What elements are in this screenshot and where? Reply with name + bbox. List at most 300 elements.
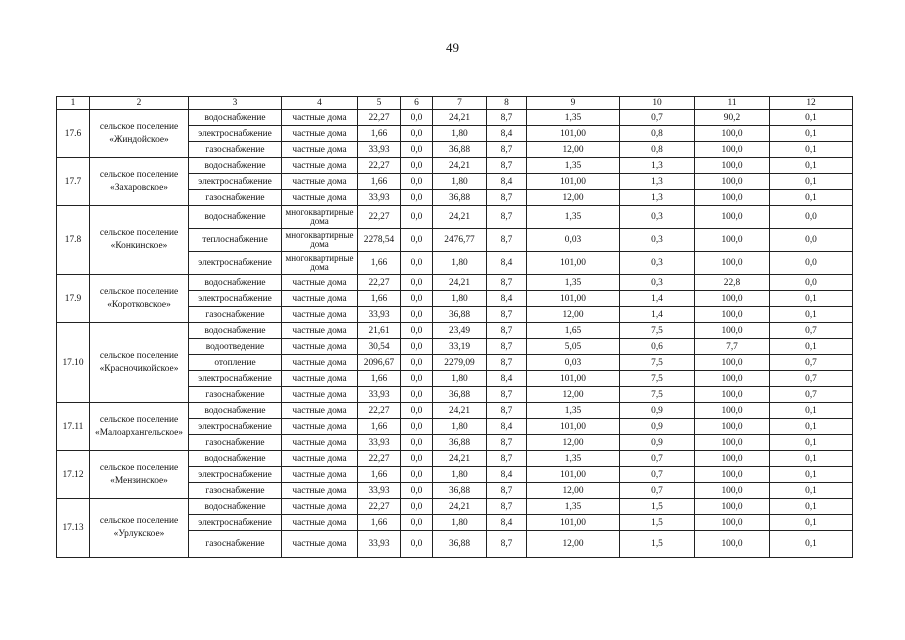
- housing-type-cell: частные дома: [282, 110, 358, 126]
- housing-type-cell: частные дома: [282, 387, 358, 403]
- value-cell-5: 33,93: [358, 483, 401, 499]
- service-cell: газоснабжение: [189, 531, 282, 558]
- value-cell-5: 1,66: [358, 126, 401, 142]
- value-cell-5: 33,93: [358, 142, 401, 158]
- value-cell-12: 0,1: [770, 190, 853, 206]
- service-cell: газоснабжение: [189, 435, 282, 451]
- table-body: [57, 97, 853, 558]
- row-number-cell: 17.13: [57, 499, 90, 558]
- value-cell-8: 8,7: [487, 499, 527, 515]
- value-cell-12: 0,7: [770, 387, 853, 403]
- housing-type-cell: частные дома: [282, 483, 358, 499]
- value-cell-12: 0,1: [770, 403, 853, 419]
- value-cell-6: 0,0: [401, 323, 433, 339]
- value-cell-6: 0,0: [401, 229, 433, 252]
- service-cell: электроснабжение: [189, 371, 282, 387]
- column-header: 8: [487, 97, 527, 110]
- service-cell: газоснабжение: [189, 387, 282, 403]
- column-header: 3: [189, 97, 282, 110]
- service-cell: электроснабжение: [189, 515, 282, 531]
- service-cell: водоотведение: [189, 339, 282, 355]
- value-cell-9: 5,05: [527, 339, 620, 355]
- service-cell: водоснабжение: [189, 206, 282, 229]
- column-header: 10: [620, 97, 695, 110]
- value-cell-10: 0,8: [620, 126, 695, 142]
- column-header: 5: [358, 97, 401, 110]
- value-cell-12: 0,1: [770, 451, 853, 467]
- value-cell-6: 0,0: [401, 483, 433, 499]
- value-cell-5: 33,93: [358, 435, 401, 451]
- value-cell-6: 0,0: [401, 126, 433, 142]
- value-cell-11: 100,0: [695, 126, 770, 142]
- value-cell-10: 1,3: [620, 158, 695, 174]
- service-cell: электроснабжение: [189, 419, 282, 435]
- value-cell-6: 0,0: [401, 515, 433, 531]
- value-cell-9: 1,35: [527, 403, 620, 419]
- value-cell-11: 100,0: [695, 387, 770, 403]
- value-cell-9: 1,35: [527, 206, 620, 229]
- service-cell: электроснабжение: [189, 126, 282, 142]
- value-cell-8: 8,7: [487, 531, 527, 558]
- value-cell-8: 8,4: [487, 467, 527, 483]
- value-cell-12: 0,1: [770, 419, 853, 435]
- value-cell-10: 0,7: [620, 110, 695, 126]
- value-cell-9: 12,00: [527, 190, 620, 206]
- housing-type-cell: частные дома: [282, 355, 358, 371]
- value-cell-10: 7,5: [620, 371, 695, 387]
- value-cell-5: 1,66: [358, 291, 401, 307]
- value-cell-12: 0,1: [770, 174, 853, 190]
- value-cell-7: 1,80: [433, 515, 487, 531]
- value-cell-11: 7,7: [695, 339, 770, 355]
- housing-type-cell: частные дома: [282, 142, 358, 158]
- service-cell: водоснабжение: [189, 499, 282, 515]
- value-cell-11: 100,0: [695, 291, 770, 307]
- value-cell-10: 0,9: [620, 435, 695, 451]
- service-cell: водоснабжение: [189, 110, 282, 126]
- value-cell-7: 24,21: [433, 451, 487, 467]
- value-cell-5: 1,66: [358, 371, 401, 387]
- value-cell-5: 22,27: [358, 275, 401, 291]
- value-cell-10: 1,4: [620, 291, 695, 307]
- value-cell-9: 1,35: [527, 110, 620, 126]
- service-cell: электроснабжение: [189, 291, 282, 307]
- value-cell-8: 8,7: [487, 229, 527, 252]
- housing-type-cell: частные дома: [282, 307, 358, 323]
- value-cell-10: 0,8: [620, 142, 695, 158]
- value-cell-12: 0,0: [770, 229, 853, 252]
- value-cell-5: 33,93: [358, 387, 401, 403]
- row-number-cell: 17.6: [57, 110, 90, 158]
- housing-type-cell: частные дома: [282, 451, 358, 467]
- value-cell-5: 22,27: [358, 499, 401, 515]
- value-cell-8: 8,7: [487, 142, 527, 158]
- value-cell-10: 0,7: [620, 451, 695, 467]
- value-cell-8: 8,7: [487, 387, 527, 403]
- settlement-name-cell: сельское поселение «Жиндойское»: [90, 110, 189, 158]
- housing-type-cell: многоквартирные дома: [282, 206, 358, 229]
- value-cell-9: 1,35: [527, 451, 620, 467]
- value-cell-6: 0,0: [401, 403, 433, 419]
- table-row: [57, 403, 853, 419]
- value-cell-9: 101,00: [527, 174, 620, 190]
- row-number-cell: 17.11: [57, 403, 90, 451]
- row-number-cell: 17.9: [57, 275, 90, 323]
- value-cell-8: 8,4: [487, 291, 527, 307]
- value-cell-8: 8,4: [487, 419, 527, 435]
- value-cell-6: 0,0: [401, 275, 433, 291]
- value-cell-5: 33,93: [358, 307, 401, 323]
- housing-type-cell: частные дома: [282, 275, 358, 291]
- value-cell-7: 24,21: [433, 110, 487, 126]
- value-cell-9: 1,35: [527, 499, 620, 515]
- value-cell-9: 1,35: [527, 275, 620, 291]
- value-cell-8: 8,7: [487, 403, 527, 419]
- value-cell-8: 8,7: [487, 110, 527, 126]
- value-cell-7: 1,80: [433, 252, 487, 275]
- row-number-cell: 17.10: [57, 323, 90, 403]
- value-cell-5: 2096,67: [358, 355, 401, 371]
- value-cell-11: 100,0: [695, 467, 770, 483]
- value-cell-11: 100,0: [695, 190, 770, 206]
- value-cell-8: 8,7: [487, 355, 527, 371]
- value-cell-11: 100,0: [695, 307, 770, 323]
- table-row: [57, 110, 853, 126]
- value-cell-10: 0,3: [620, 229, 695, 252]
- value-cell-8: 8,7: [487, 435, 527, 451]
- value-cell-5: 22,27: [358, 451, 401, 467]
- value-cell-5: 1,66: [358, 174, 401, 190]
- settlement-name-cell: сельское поселение «Мензинское»: [90, 451, 189, 499]
- table-row: [57, 451, 853, 467]
- value-cell-7: 24,21: [433, 158, 487, 174]
- value-cell-7: 23,49: [433, 323, 487, 339]
- value-cell-12: 0,1: [770, 339, 853, 355]
- service-cell: газоснабжение: [189, 142, 282, 158]
- value-cell-6: 0,0: [401, 467, 433, 483]
- value-cell-9: 101,00: [527, 252, 620, 275]
- value-cell-5: 22,27: [358, 110, 401, 126]
- value-cell-9: 12,00: [527, 307, 620, 323]
- value-cell-6: 0,0: [401, 291, 433, 307]
- value-cell-11: 100,0: [695, 323, 770, 339]
- value-cell-5: 33,93: [358, 190, 401, 206]
- row-number-cell: 17.8: [57, 206, 90, 275]
- value-cell-6: 0,0: [401, 387, 433, 403]
- value-cell-10: 0,9: [620, 403, 695, 419]
- value-cell-7: 1,80: [433, 126, 487, 142]
- value-cell-12: 0,1: [770, 499, 853, 515]
- service-cell: водоснабжение: [189, 323, 282, 339]
- header-row: [57, 97, 853, 110]
- value-cell-9: 0,03: [527, 229, 620, 252]
- settlement-name-cell: сельское поселение «Коротковское»: [90, 275, 189, 323]
- value-cell-8: 8,7: [487, 323, 527, 339]
- housing-type-cell: частные дома: [282, 403, 358, 419]
- value-cell-7: 36,88: [433, 190, 487, 206]
- value-cell-9: 1,35: [527, 158, 620, 174]
- value-cell-7: 2279,09: [433, 355, 487, 371]
- housing-type-cell: частные дома: [282, 158, 358, 174]
- value-cell-6: 0,0: [401, 174, 433, 190]
- value-cell-7: 33,19: [433, 339, 487, 355]
- settlement-name-cell: сельское поселение «Конкинское»: [90, 206, 189, 275]
- value-cell-12: 0,1: [770, 483, 853, 499]
- housing-type-cell: частные дома: [282, 190, 358, 206]
- value-cell-12: 0,0: [770, 206, 853, 229]
- value-cell-8: 8,7: [487, 275, 527, 291]
- value-cell-11: 100,0: [695, 174, 770, 190]
- housing-type-cell: многоквартирные дома: [282, 229, 358, 252]
- table-row: [57, 275, 853, 291]
- value-cell-11: 100,0: [695, 229, 770, 252]
- value-cell-12: 0,1: [770, 126, 853, 142]
- settlement-name-cell: сельское поселение «Урлукское»: [90, 499, 189, 558]
- value-cell-6: 0,0: [401, 339, 433, 355]
- housing-type-cell: частные дома: [282, 531, 358, 558]
- table-row: [57, 323, 853, 339]
- value-cell-6: 0,0: [401, 307, 433, 323]
- value-cell-6: 0,0: [401, 158, 433, 174]
- service-cell: отопление: [189, 355, 282, 371]
- column-header: 6: [401, 97, 433, 110]
- value-cell-11: 100,0: [695, 483, 770, 499]
- value-cell-9: 12,00: [527, 531, 620, 558]
- value-cell-8: 8,7: [487, 206, 527, 229]
- value-cell-6: 0,0: [401, 142, 433, 158]
- value-cell-7: 36,88: [433, 483, 487, 499]
- service-cell: водоснабжение: [189, 275, 282, 291]
- housing-type-cell: частные дома: [282, 419, 358, 435]
- housing-type-cell: частные дома: [282, 323, 358, 339]
- value-cell-10: 0,7: [620, 467, 695, 483]
- value-cell-12: 0,1: [770, 467, 853, 483]
- column-header: 12: [770, 97, 853, 110]
- value-cell-6: 0,0: [401, 419, 433, 435]
- value-cell-12: 0,1: [770, 515, 853, 531]
- value-cell-6: 0,0: [401, 371, 433, 387]
- row-number-cell: 17.7: [57, 158, 90, 206]
- value-cell-5: 22,27: [358, 206, 401, 229]
- value-cell-11: 100,0: [695, 435, 770, 451]
- value-cell-10: 1,5: [620, 515, 695, 531]
- value-cell-11: 100,0: [695, 158, 770, 174]
- value-cell-8: 8,7: [487, 158, 527, 174]
- value-cell-10: 7,5: [620, 387, 695, 403]
- housing-type-cell: частные дома: [282, 174, 358, 190]
- settlement-name-cell: сельское поселение «Красночикойское»: [90, 323, 189, 403]
- value-cell-7: 36,88: [433, 435, 487, 451]
- value-cell-7: 36,88: [433, 387, 487, 403]
- service-cell: электроснабжение: [189, 174, 282, 190]
- value-cell-12: 0,1: [770, 291, 853, 307]
- settlement-name-cell: сельское поселение «Малоархангельское»: [90, 403, 189, 451]
- value-cell-11: 100,0: [695, 355, 770, 371]
- value-cell-11: 90,2: [695, 110, 770, 126]
- housing-type-cell: частные дома: [282, 435, 358, 451]
- value-cell-6: 0,0: [401, 451, 433, 467]
- value-cell-5: 21,61: [358, 323, 401, 339]
- value-cell-11: 100,0: [695, 515, 770, 531]
- value-cell-8: 8,7: [487, 451, 527, 467]
- settlement-name-cell: сельское поселение «Захаровское»: [90, 158, 189, 206]
- value-cell-5: 1,66: [358, 467, 401, 483]
- value-cell-7: 24,21: [433, 206, 487, 229]
- value-cell-9: 0,03: [527, 355, 620, 371]
- value-cell-5: 22,27: [358, 158, 401, 174]
- value-cell-12: 0,0: [770, 252, 853, 275]
- housing-type-cell: частные дома: [282, 515, 358, 531]
- value-cell-11: 100,0: [695, 252, 770, 275]
- value-cell-10: 7,5: [620, 323, 695, 339]
- housing-type-cell: частные дома: [282, 371, 358, 387]
- value-cell-7: 36,88: [433, 531, 487, 558]
- housing-type-cell: частные дома: [282, 339, 358, 355]
- value-cell-5: 1,66: [358, 252, 401, 275]
- value-cell-5: 1,66: [358, 419, 401, 435]
- housing-type-cell: частные дома: [282, 499, 358, 515]
- service-cell: газоснабжение: [189, 190, 282, 206]
- value-cell-5: 33,93: [358, 531, 401, 558]
- service-cell: водоснабжение: [189, 158, 282, 174]
- value-cell-6: 0,0: [401, 206, 433, 229]
- value-cell-5: 1,66: [358, 515, 401, 531]
- value-cell-10: 0,3: [620, 206, 695, 229]
- value-cell-9: 101,00: [527, 126, 620, 142]
- value-cell-12: 0,7: [770, 323, 853, 339]
- value-cell-9: 101,00: [527, 467, 620, 483]
- value-cell-10: 1,5: [620, 531, 695, 558]
- service-cell: водоснабжение: [189, 403, 282, 419]
- value-cell-7: 1,80: [433, 174, 487, 190]
- value-cell-6: 0,0: [401, 252, 433, 275]
- value-cell-7: 24,21: [433, 403, 487, 419]
- value-cell-6: 0,0: [401, 190, 433, 206]
- column-header: 2: [90, 97, 189, 110]
- value-cell-9: 1,65: [527, 323, 620, 339]
- column-header: 7: [433, 97, 487, 110]
- column-header: 1: [57, 97, 90, 110]
- column-header: 9: [527, 97, 620, 110]
- value-cell-10: 0,9: [620, 419, 695, 435]
- value-cell-10: 1,5: [620, 499, 695, 515]
- value-cell-12: 0,0: [770, 275, 853, 291]
- value-cell-7: 36,88: [433, 142, 487, 158]
- value-cell-6: 0,0: [401, 499, 433, 515]
- value-cell-5: 22,27: [358, 403, 401, 419]
- value-cell-10: 0,7: [620, 483, 695, 499]
- value-cell-12: 0,1: [770, 142, 853, 158]
- value-cell-10: 1,3: [620, 174, 695, 190]
- service-cell: газоснабжение: [189, 307, 282, 323]
- value-cell-9: 12,00: [527, 387, 620, 403]
- value-cell-8: 8,4: [487, 252, 527, 275]
- value-cell-6: 0,0: [401, 531, 433, 558]
- housing-type-cell: частные дома: [282, 291, 358, 307]
- table-row: [57, 158, 853, 174]
- value-cell-12: 0,7: [770, 355, 853, 371]
- service-cell: теплоснабжение: [189, 229, 282, 252]
- value-cell-10: 1,3: [620, 190, 695, 206]
- value-cell-11: 100,0: [695, 403, 770, 419]
- value-cell-8: 8,7: [487, 307, 527, 323]
- value-cell-11: 100,0: [695, 451, 770, 467]
- value-cell-8: 8,7: [487, 339, 527, 355]
- value-cell-12: 0,1: [770, 435, 853, 451]
- service-cell: газоснабжение: [189, 483, 282, 499]
- value-cell-6: 0,0: [401, 435, 433, 451]
- value-cell-11: 100,0: [695, 499, 770, 515]
- housing-type-cell: частные дома: [282, 126, 358, 142]
- service-cell: электроснабжение: [189, 252, 282, 275]
- value-cell-12: 0,1: [770, 531, 853, 558]
- value-cell-7: 1,80: [433, 371, 487, 387]
- value-cell-11: 22,8: [695, 275, 770, 291]
- value-cell-12: 0,7: [770, 371, 853, 387]
- value-cell-7: 2476,77: [433, 229, 487, 252]
- column-header: 11: [695, 97, 770, 110]
- value-cell-8: 8,4: [487, 515, 527, 531]
- value-cell-7: 1,80: [433, 467, 487, 483]
- value-cell-8: 8,4: [487, 371, 527, 387]
- value-cell-7: 24,21: [433, 275, 487, 291]
- value-cell-6: 0,0: [401, 110, 433, 126]
- value-cell-11: 100,0: [695, 371, 770, 387]
- value-cell-8: 8,7: [487, 190, 527, 206]
- row-number-cell: 17.12: [57, 451, 90, 499]
- value-cell-12: 0,1: [770, 110, 853, 126]
- value-cell-5: 30,54: [358, 339, 401, 355]
- value-cell-7: 36,88: [433, 307, 487, 323]
- value-cell-10: 0,3: [620, 275, 695, 291]
- value-cell-9: 101,00: [527, 291, 620, 307]
- value-cell-10: 1,4: [620, 307, 695, 323]
- service-cell: водоснабжение: [189, 451, 282, 467]
- value-cell-10: 0,3: [620, 252, 695, 275]
- value-cell-9: 12,00: [527, 483, 620, 499]
- value-cell-7: 24,21: [433, 499, 487, 515]
- value-cell-11: 100,0: [695, 206, 770, 229]
- value-cell-9: 101,00: [527, 419, 620, 435]
- value-cell-8: 8,4: [487, 174, 527, 190]
- value-cell-11: 100,0: [695, 531, 770, 558]
- value-cell-11: 100,0: [695, 142, 770, 158]
- column-header: 4: [282, 97, 358, 110]
- value-cell-7: 1,80: [433, 291, 487, 307]
- value-cell-9: 101,00: [527, 371, 620, 387]
- service-cell: электроснабжение: [189, 467, 282, 483]
- value-cell-8: 8,7: [487, 483, 527, 499]
- housing-type-cell: частные дома: [282, 467, 358, 483]
- tariff-table: [56, 96, 853, 558]
- value-cell-12: 0,1: [770, 307, 853, 323]
- value-cell-12: 0,1: [770, 158, 853, 174]
- value-cell-9: 101,00: [527, 515, 620, 531]
- value-cell-8: 8,4: [487, 126, 527, 142]
- value-cell-7: 1,80: [433, 419, 487, 435]
- value-cell-9: 12,00: [527, 142, 620, 158]
- value-cell-6: 0,0: [401, 355, 433, 371]
- housing-type-cell: многоквартирные дома: [282, 252, 358, 275]
- value-cell-9: 12,00: [527, 435, 620, 451]
- value-cell-10: 7,5: [620, 355, 695, 371]
- table-row: [57, 206, 853, 229]
- page-number: 49: [446, 40, 459, 55]
- value-cell-11: 100,0: [695, 419, 770, 435]
- value-cell-5: 2278,54: [358, 229, 401, 252]
- table-row: [57, 499, 853, 515]
- value-cell-10: 0,6: [620, 339, 695, 355]
